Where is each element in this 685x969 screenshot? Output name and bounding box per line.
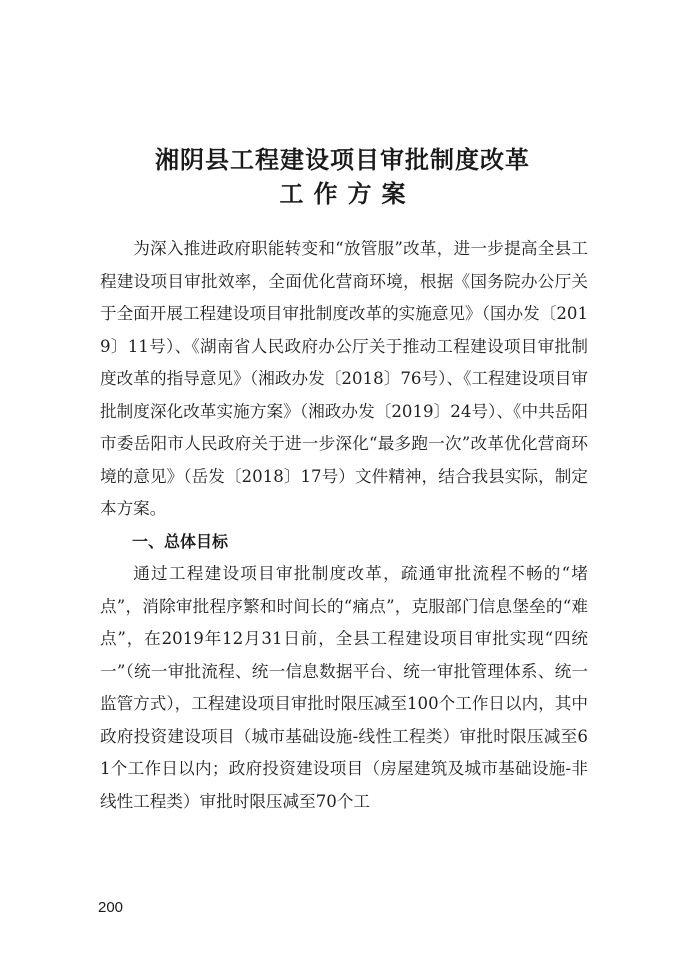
section-heading: 一、总体目标 [132,531,229,551]
document-subtitle: 工作方案 [279,179,416,208]
page-number: 200 [98,899,124,916]
intro-paragraph: 为深入推进政府职能转变和“放管服”改革，进一步提高全县工程建设项目审批效率，全面优化营商环境，根据《国务院办公厅关于全面开展工程建设项目审批制度改革的实施意见》（国办发〔2019〕11号）、《湖南省人民政府办公厅关于推动工程建设项目审批制度改革的指导意见》（湘政办发〔2018〕76号）、《工程建设项目审批制度深化改革实施方案》（湘政办发〔2019〕24号）、《中共岳阳市委岳阳市人民政府关于进一步深化“最多跑一次”改革优化营商环境的意见》（岳发〔2018〕17号）文件精神，结合我县实际，制定本方案。 [100,239,588,518]
section-paragraph: 通过工程建设项目审批制度改革，疏通审批流程不畅的“堵点”，消除审批程序繁和时间长的“痛点”，克服部门信息堡垒的“难点”，在2019年12月31日前，全县工程建设项目审批实现“四统一”（统一审批流程、统一信息数据平台、统一审批管理体系、统一监管方式），工程建设项目审批时限压减至100个工作日以内，其中政府投资建设项目（城市基础设施-线性工程类）审批时限压减至61个工作日以内；政府投资建设项目（房屋建筑及城市基础设施-非线性工程类）审批时限压减至70个工 [100,564,588,811]
document-title: 湘阴县工程建设项目审批制度改革 [155,145,530,174]
document-body [100,233,588,818]
